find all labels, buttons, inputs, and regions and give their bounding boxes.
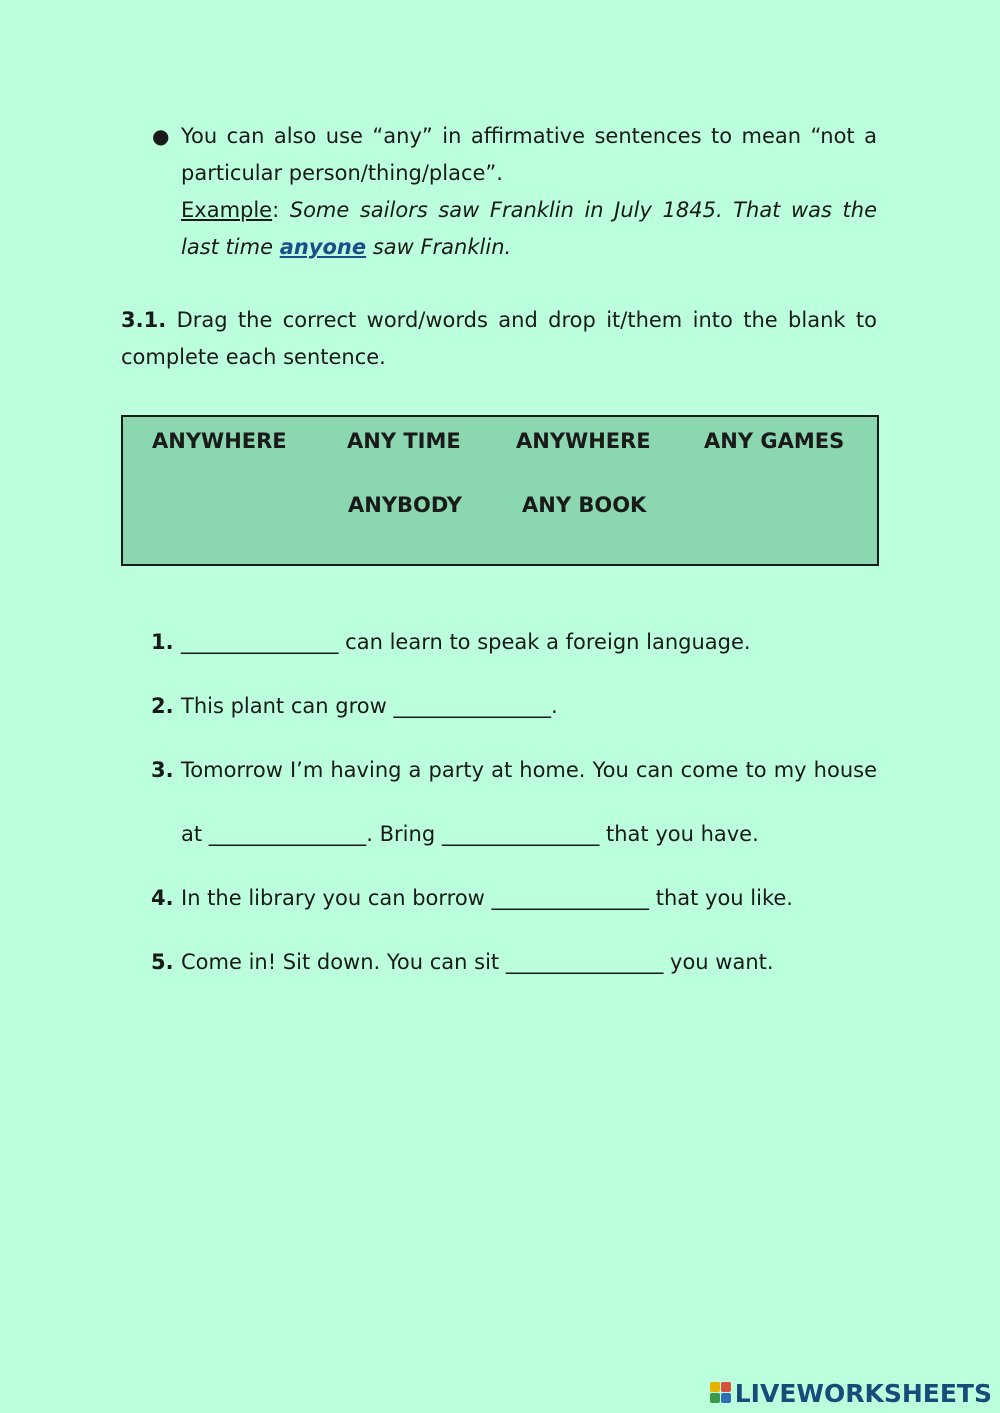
question-5-text: Come in! Sit down. You can sit _______________ you want. <box>181 950 774 974</box>
question-2-text: This plant can grow _______________. <box>181 694 558 718</box>
question-number: 1. <box>151 630 174 654</box>
question-3-text-line-1: Tomorrow I’m having a party at home. You can come to my house <box>181 758 877 782</box>
example-keyword: anyone <box>279 235 367 259</box>
example-text-1: Some sailors saw Franklin in July 1845. That was the last time <box>181 198 877 259</box>
question-3-text-line-2: at _______________. Bring _______________ that you have. <box>181 822 759 846</box>
instruction-text: Drag the correct word/words and drop it/them into the blank to complete each sentence. <box>121 308 877 369</box>
draggable-word-1[interactable]: ANYWHERE <box>152 429 287 453</box>
example-label: Example <box>181 198 273 222</box>
exercise-instruction <box>121 302 877 376</box>
liveworksheets-logo-icon <box>710 1382 732 1404</box>
question-1-text: _______________ can learn to speak a foreign language. <box>181 630 751 654</box>
question-number: 3. <box>151 758 174 782</box>
question-number: 4. <box>151 886 174 910</box>
question-number: 2. <box>151 694 174 718</box>
word-bank <box>121 415 879 566</box>
bullet-icon: ● <box>152 124 170 148</box>
bullet-text: You can also use “any” in affirmative sentences to mean “not a particular person/thing/place”. <box>181 124 877 185</box>
draggable-word-6[interactable]: ANY BOOK <box>522 493 647 517</box>
exercise-number: 3.1. <box>121 308 167 332</box>
draggable-word-3[interactable]: ANYWHERE <box>516 429 651 453</box>
example-text-2: saw Franklin. <box>372 235 512 259</box>
bullet-note <box>181 118 877 266</box>
logo-text: LIVEWORKSHEETS <box>734 1378 992 1408</box>
example-line: Example: Some sailors saw Franklin in July 1845. That was the last time anyone saw Franklin. <box>181 198 877 259</box>
draggable-word-2[interactable]: ANY TIME <box>347 429 461 453</box>
draggable-word-4[interactable]: ANY GAMES <box>704 429 845 453</box>
question-4-text: In the library you can borrow _______________ that you like. <box>181 886 793 910</box>
draggable-word-5[interactable]: ANYBODY <box>348 493 463 517</box>
question-number: 5. <box>151 950 174 974</box>
liveworksheets-logo <box>710 1378 992 1408</box>
